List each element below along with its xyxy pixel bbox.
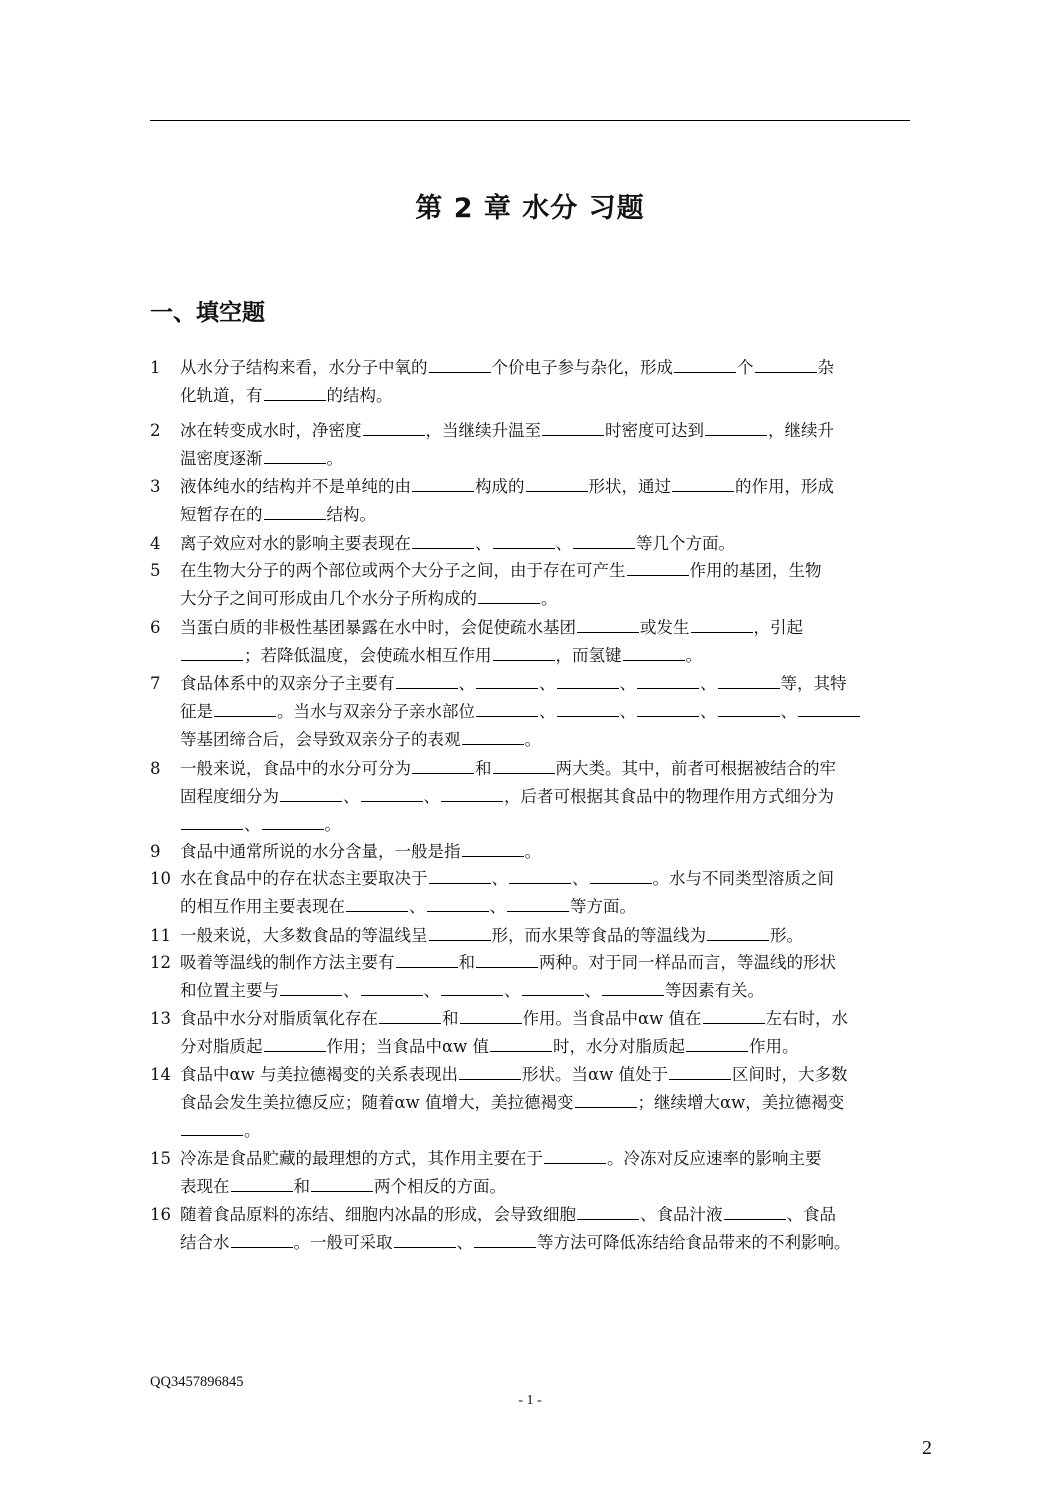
question-text: 。水与不同类型溶质之间 (652, 869, 834, 888)
question-text: 。一般可采取 (293, 1233, 393, 1252)
answer-blank[interactable] (627, 559, 689, 576)
answer-blank[interactable] (509, 867, 571, 884)
question-text: 表现在 (180, 1177, 230, 1196)
question-text: 形状，通过 (588, 477, 671, 496)
corner-page-number: 2 (922, 1437, 932, 1459)
question-text: 、 (700, 674, 717, 693)
question-line (150, 1229, 910, 1257)
question-line (150, 354, 910, 382)
answer-blank[interactable] (490, 1035, 552, 1052)
question-line (150, 698, 910, 726)
question-number: 10 (150, 869, 171, 888)
answer-blank[interactable] (231, 1175, 293, 1192)
question-14 (150, 1061, 910, 1145)
answer-blank[interactable] (686, 1035, 748, 1052)
answer-blank[interactable] (798, 700, 860, 717)
answer-blank[interactable] (264, 503, 326, 520)
answer-blank[interactable] (718, 700, 780, 717)
question-text: ，引起 (753, 618, 803, 637)
question-text: 。 (324, 815, 341, 834)
question-text: 食品中通常所说的水分含量，一般是指 (180, 842, 461, 861)
question-text: 、 (584, 981, 601, 1000)
question-text: 、 (489, 897, 506, 916)
question-text: 和 (475, 759, 492, 778)
answer-blank[interactable] (462, 728, 524, 745)
answer-blank[interactable] (755, 356, 817, 373)
answer-blank[interactable] (493, 757, 555, 774)
answer-blank[interactable] (623, 644, 685, 661)
question-text: 、 (475, 534, 492, 553)
page-title: 第 2 章 水分 习题 (415, 193, 645, 224)
question-text: 、 (491, 869, 508, 888)
question-text: 、 (555, 534, 572, 553)
answer-blank[interactable] (264, 1035, 326, 1052)
question-line (150, 501, 910, 529)
question-text: 一般来说，大多数食品的等温线呈 (180, 926, 428, 945)
question-line (150, 585, 910, 613)
question-text: 离子效应对水的影响主要表现在 (180, 534, 411, 553)
question-line (150, 1061, 910, 1089)
question-text: 。 (685, 646, 702, 665)
question-line (150, 614, 910, 642)
answer-blank[interactable] (476, 672, 538, 689)
question-text: 、 (409, 897, 426, 916)
question-line (150, 949, 910, 977)
question-text: 的相互作用主要表现在 (180, 897, 345, 916)
question-number: 5 (150, 561, 161, 580)
question-text: ，当继续升温至 (425, 421, 541, 440)
answer-blank[interactable] (476, 951, 538, 968)
question-text: 等基团缔合后，会导致双亲分子的表观 (180, 730, 461, 749)
question-text: 液体纯水的结构并不是单纯的由 (180, 477, 411, 496)
question-text: 、 (423, 787, 440, 806)
answer-blank[interactable] (602, 979, 664, 996)
question-text: 时，水分对脂质起 (553, 1037, 686, 1056)
question-text: 、 (572, 869, 589, 888)
question-text: 冷冻是食品贮藏的最理想的方式，其作用主要在于 (180, 1149, 543, 1168)
question-line (150, 977, 910, 1005)
answer-blank[interactable] (637, 700, 699, 717)
question-text: 食品中αw 与美拉德褐变的关系表现出 (180, 1065, 459, 1084)
question-text: 区间时，大多数 (732, 1065, 848, 1084)
question-text: 、 (504, 981, 521, 1000)
question-text: 。冷冻对反应速率的影响主要 (607, 1149, 822, 1168)
question-text: 随着食品原料的冻结、细胞内冰晶的形成，会导致细胞 (180, 1205, 576, 1224)
question-line (150, 811, 910, 839)
question-text: 、 (458, 674, 475, 693)
question-line (150, 1173, 910, 1201)
question-line (150, 1145, 910, 1173)
question-line (150, 530, 910, 558)
question-number: 6 (150, 618, 161, 637)
question-number: 11 (150, 926, 171, 945)
question-line (150, 783, 910, 811)
question-text: 时密度可达到 (605, 421, 704, 440)
question-line (150, 1117, 910, 1145)
question-3 (150, 473, 910, 529)
question-12 (150, 949, 910, 1005)
header-rule (150, 120, 910, 121)
answer-blank[interactable] (573, 532, 635, 549)
question-line (150, 893, 910, 921)
question-text: 和 (442, 1009, 459, 1028)
answer-blank[interactable] (705, 419, 767, 436)
question-text: 、 (700, 702, 717, 721)
question-text: 、 (456, 1233, 473, 1252)
answer-blank[interactable] (703, 1007, 765, 1024)
answer-blank[interactable] (674, 356, 736, 373)
question-text: 等方法可降低冻结给食品带来的不利影响。 (537, 1233, 851, 1252)
question-number: 3 (150, 477, 161, 496)
question-text: 短暂存在的 (180, 505, 263, 524)
question-number: 8 (150, 759, 161, 778)
answer-blank[interactable] (280, 979, 342, 996)
question-number: 4 (150, 534, 161, 553)
question-line (150, 726, 910, 754)
question-text: 杂 (817, 358, 834, 377)
answer-blank[interactable] (231, 1231, 293, 1248)
question-text: 食品中水分对脂质氧化存在 (180, 1009, 378, 1028)
question-text: 结合水 (180, 1233, 230, 1252)
question-text: 在生物大分子的两个部位或两个大分子之间，由于存在可产生 (180, 561, 626, 580)
question-text: 等几个方面。 (636, 534, 735, 553)
answer-blank[interactable] (412, 757, 474, 774)
answer-blank[interactable] (672, 475, 734, 492)
answer-blank[interactable] (493, 532, 555, 549)
question-text: 从水分子结构来看，水分子中氧的 (180, 358, 428, 377)
question-8 (150, 755, 910, 839)
question-number: 14 (150, 1065, 171, 1084)
question-text: 个 (737, 358, 754, 377)
question-text: 左右时，水 (765, 1009, 849, 1028)
question-text: 等因素有关。 (665, 981, 764, 1000)
question-13 (150, 1005, 910, 1061)
question-text: 。 (524, 842, 541, 861)
answer-blank[interactable] (361, 785, 423, 802)
question-text: 等，其特 (780, 674, 847, 693)
answer-blank[interactable] (542, 419, 604, 436)
answer-blank[interactable] (412, 475, 474, 492)
question-text: 、食品 (786, 1205, 836, 1224)
question-line (150, 557, 910, 585)
section-heading: 一、填空题 (150, 300, 265, 326)
question-number: 12 (150, 953, 171, 972)
answer-blank[interactable] (459, 1063, 521, 1080)
question-text: 食品体系中的双亲分子主要有 (180, 674, 395, 693)
question-text: 、食品汁液 (640, 1205, 723, 1224)
question-line (150, 922, 910, 950)
answer-blank[interactable] (441, 785, 503, 802)
answer-blank[interactable] (394, 1231, 456, 1248)
question-line (150, 838, 910, 866)
question-text: 、 (539, 674, 556, 693)
question-number: 7 (150, 674, 161, 693)
answer-blank[interactable] (493, 644, 555, 661)
question-line (150, 1201, 910, 1229)
answer-blank[interactable] (575, 1091, 637, 1108)
question-text: 当蛋白质的非极性基团暴露在水中时，会促使疏水基团 (180, 618, 576, 637)
question-text: 作用。当食品中αw 值在 (522, 1009, 702, 1028)
question-5 (150, 557, 910, 613)
question-text: 结构。 (326, 505, 376, 524)
question-line (150, 1089, 910, 1117)
answer-blank[interactable] (396, 672, 458, 689)
answer-blank[interactable] (379, 1007, 441, 1024)
answer-blank[interactable] (590, 867, 652, 884)
question-text: ；继续增大αw，美拉德褐变 (637, 1093, 845, 1112)
question-text: 。 (326, 449, 343, 468)
question-text: 温密度逐渐 (180, 449, 263, 468)
question-text: 、 (539, 702, 556, 721)
question-text: 、 (780, 702, 797, 721)
question-line (150, 382, 910, 410)
question-text: 征是 (180, 702, 213, 721)
answer-blank[interactable] (264, 384, 326, 401)
question-text: 构成的 (475, 477, 525, 496)
answer-blank[interactable] (181, 813, 243, 830)
answer-blank[interactable] (264, 447, 326, 464)
question-text: 。当水与双亲分子亲水部位 (277, 702, 475, 721)
question-2 (150, 417, 910, 473)
answer-blank[interactable] (412, 532, 474, 549)
answer-blank[interactable] (429, 356, 491, 373)
question-9 (150, 838, 910, 866)
answer-blank[interactable] (724, 1203, 786, 1220)
question-text: 作用；当食品中αw 值 (326, 1037, 490, 1056)
question-text: 水在食品中的存在状态主要取决于 (180, 869, 428, 888)
question-text: 的作用，形成 (735, 477, 834, 496)
answer-blank[interactable] (637, 672, 699, 689)
answer-blank[interactable] (214, 700, 276, 717)
question-text: 和 (293, 1177, 310, 1196)
question-4 (150, 530, 910, 558)
question-text: ；若降低温度，会使疏水相互作用 (244, 646, 492, 665)
question-text: 两种。对于同一样品而言，等温线的形状 (539, 953, 836, 972)
question-text: 固程度细分为 (180, 787, 279, 806)
question-text: 两大类。其中，前者可根据被结合的牢 (555, 759, 836, 778)
question-text: 、 (343, 787, 360, 806)
answer-blank[interactable] (522, 979, 584, 996)
question-text: ，而氢键 (555, 646, 622, 665)
question-line (150, 1005, 910, 1033)
question-line (150, 865, 910, 893)
answer-blank[interactable] (718, 672, 780, 689)
question-text: ，后者可根据其食品中的物理作用方式细分为 (504, 787, 834, 806)
answer-blank[interactable] (396, 951, 458, 968)
question-line (150, 1033, 910, 1061)
question-text: 和位置主要与 (180, 981, 279, 1000)
question-10 (150, 865, 910, 921)
question-16 (150, 1201, 910, 1257)
answer-blank[interactable] (460, 1007, 522, 1024)
question-text: 、 (619, 674, 636, 693)
question-number: 16 (150, 1205, 171, 1224)
answer-blank[interactable] (429, 867, 491, 884)
answer-blank[interactable] (526, 475, 588, 492)
answer-blank[interactable] (363, 419, 425, 436)
question-line (150, 445, 910, 473)
question-text: 、 (343, 981, 360, 1000)
question-text: 、 (423, 981, 440, 1000)
question-1 (150, 354, 910, 410)
answer-blank[interactable] (476, 700, 538, 717)
question-text: 个价电子参与杂化，形成 (491, 358, 673, 377)
answer-blank[interactable] (280, 785, 342, 802)
question-text: 冰在转变成水时，净密度 (180, 421, 362, 440)
page-number: - 1 - (518, 1393, 542, 1408)
answer-blank[interactable] (441, 979, 503, 996)
question-line (150, 473, 910, 501)
question-text: 一般来说，食品中的水分可分为 (180, 759, 411, 778)
question-number: 13 (150, 1009, 171, 1028)
footer-id: QQ3457896845 (150, 1374, 244, 1390)
answer-blank[interactable] (311, 1175, 373, 1192)
question-6 (150, 614, 910, 670)
answer-blank[interactable] (691, 616, 753, 633)
question-text: 的结构。 (326, 386, 393, 405)
question-text: 食品会发生美拉德反应；随着αw 值增大，美拉德褐变 (180, 1093, 574, 1112)
question-text: 作用。 (749, 1037, 799, 1056)
question-text: 、 (244, 815, 261, 834)
question-text: 化轨道，有 (180, 386, 263, 405)
answer-blank[interactable] (707, 924, 769, 941)
question-text: 形，而水果等食品的等温线为 (491, 926, 706, 945)
answer-blank[interactable] (669, 1063, 731, 1080)
question-text: 、 (619, 702, 636, 721)
question-15 (150, 1145, 910, 1201)
answer-blank[interactable] (557, 700, 619, 717)
answer-blank[interactable] (507, 895, 569, 912)
question-text: 分对脂质起 (180, 1037, 263, 1056)
question-text: 两个相反的方面。 (374, 1177, 506, 1196)
question-text: 或发生 (640, 618, 690, 637)
question-text: 大分子之间可形成由几个水分子所构成的 (180, 589, 477, 608)
question-text: 吸着等温线的制作方法主要有 (180, 953, 395, 972)
answer-blank[interactable] (181, 644, 243, 661)
question-text: 形。 (770, 926, 803, 945)
question-number: 2 (150, 421, 161, 440)
question-text: 和 (458, 953, 475, 972)
answer-blank[interactable] (577, 1203, 639, 1220)
answer-blank[interactable] (262, 813, 324, 830)
question-text: 作用的基团，生物 (689, 561, 822, 580)
question-line (150, 417, 910, 445)
question-text: 。 (524, 730, 541, 749)
answer-blank[interactable] (429, 924, 491, 941)
question-text: 等方面。 (570, 897, 636, 916)
question-line (150, 642, 910, 670)
answer-blank[interactable] (427, 895, 489, 912)
question-text: 。 (244, 1121, 261, 1140)
answer-blank[interactable] (557, 672, 619, 689)
question-text: 形状。当αw 值处于 (522, 1065, 669, 1084)
answer-blank[interactable] (181, 1119, 243, 1136)
question-line (150, 755, 910, 783)
answer-blank[interactable] (346, 895, 408, 912)
question-text: 。 (541, 589, 558, 608)
question-7 (150, 670, 910, 754)
answer-blank[interactable] (544, 1147, 606, 1164)
answer-blank[interactable] (577, 616, 639, 633)
question-text: ，继续升 (768, 421, 834, 440)
answer-blank[interactable] (462, 840, 524, 857)
question-number: 9 (150, 842, 161, 861)
question-number: 1 (150, 358, 161, 377)
answer-blank[interactable] (478, 587, 540, 604)
answer-blank[interactable] (474, 1231, 536, 1248)
answer-blank[interactable] (361, 979, 423, 996)
question-11 (150, 922, 910, 950)
question-number: 15 (150, 1149, 171, 1168)
question-line (150, 670, 910, 698)
